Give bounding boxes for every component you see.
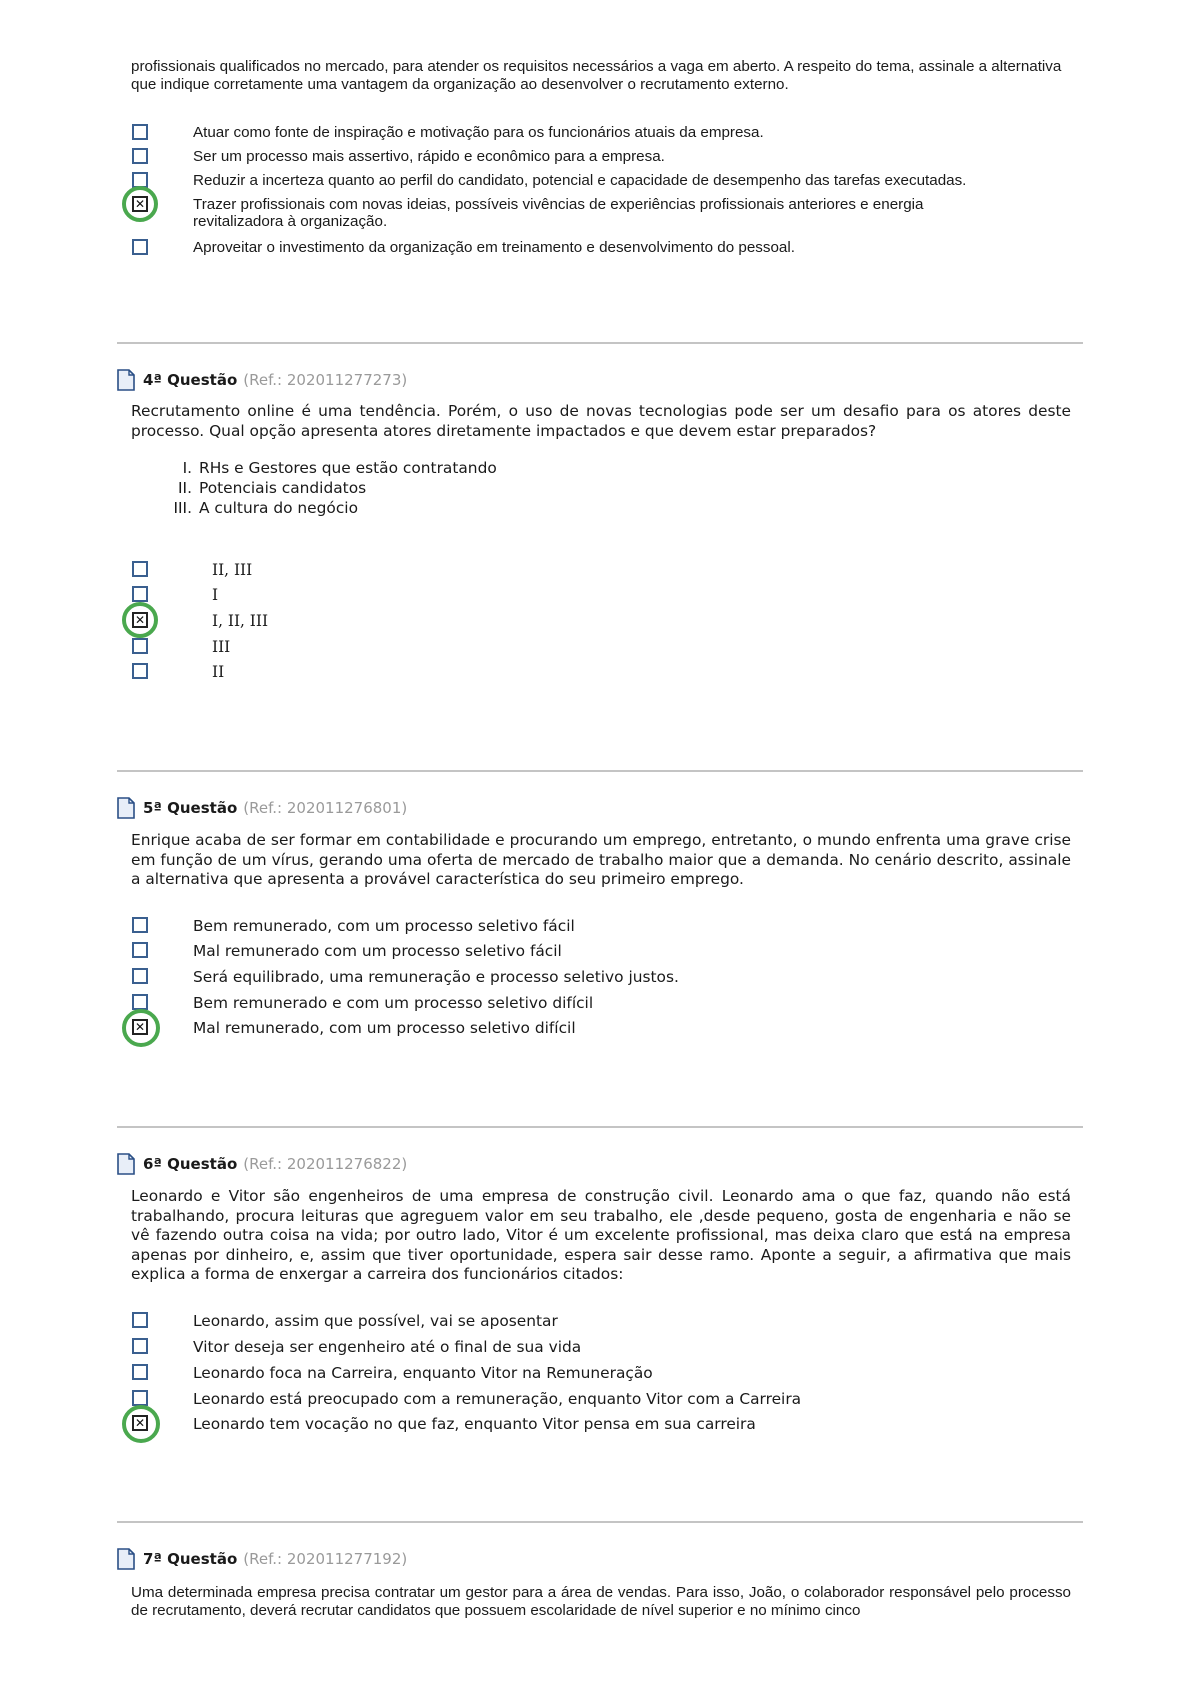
list-item: II. Potenciais candidatos (178, 479, 367, 497)
q4-option-3-label: I, II, III (212, 612, 269, 630)
q3-option-4-checkbox-selected[interactable] (132, 196, 148, 212)
q6-option-3-checkbox[interactable] (132, 1364, 148, 1380)
q6-statement: Leonardo e Vitor são engenheiros de uma empresa de construção civil. Leonardo ama o que faz, quando não está trabalhando, procura leituras que agreguem valor em seu trabalho, ele ,desde pequeno, gosta de engenharia e não se vê fazendo outra coisa na vida; por outro lado, Vitor é um excelente profissional, mas deixa claro que está na empresa apenas por dinheiro, e, assim que tiver oportunidade, espera sair desse ramo. Aponte a seguir, a afirmativa que mais explica a forma de enxergar a carreira dos funcionários citados: (131, 1187, 1071, 1284)
q6-option-1-checkbox[interactable] (132, 1312, 148, 1328)
q3-option-5-checkbox[interactable] (132, 239, 148, 255)
q5-option-4-label: Bem remunerado e com um processo seletivo difícil (193, 994, 594, 1012)
q5-header (117, 797, 407, 819)
q5-option-3-label: Será equilibrado, uma remuneração e processo seletivo justos. (193, 968, 679, 986)
q4-option-1-checkbox[interactable] (132, 561, 148, 577)
q5-statement: Enrique acaba de ser formar em contabilidade e procurando um emprego, entretanto, o mundo enfrenta uma grave crise em função de um vírus, gerando uma oferta de mercado de trabalho maior que a demanda. No cenário descrito, assinale a alternativa que apresenta a provável característica do seu primeiro emprego. (131, 831, 1071, 889)
q7-number: 7ª Questão (143, 1550, 238, 1568)
list-item: I. RHs e Gestores que estão contratando (182, 459, 497, 477)
q6-option-3-label: Leonardo foca na Carreira, enquanto Vitor na Remuneração (193, 1364, 653, 1382)
q5-option-3-checkbox[interactable] (132, 968, 148, 984)
question-separator (117, 1126, 1083, 1128)
question-separator (117, 342, 1083, 344)
q6-header (117, 1153, 407, 1175)
q6-option-2-label: Vitor deseja ser engenheiro até o final de sua vida (193, 1338, 582, 1356)
q6-option-4-label: Leonardo está preocupado com a remuneração, enquanto Vitor com a Carreira (193, 1390, 802, 1408)
q6-reference: (Ref.: 202011276822) (243, 1155, 408, 1173)
q3-option-3-label: Reduzir a incerteza quanto ao perfil do candidato, potencial e capacidade de desempenho das tarefas executadas. (193, 172, 967, 189)
question-separator (117, 1521, 1083, 1523)
q4-option-5-label: II (212, 663, 225, 681)
q6-option-1-label: Leonardo, assim que possível, vai se aposentar (193, 1312, 558, 1330)
q5-option-5-checkbox-selected[interactable] (132, 1019, 148, 1035)
q3-option-4-label: Trazer profissionais com novas ideias, possíveis vivências de experiências profissionais anteriores e energia revitalizadora à organização. (193, 196, 924, 230)
document-icon (117, 1153, 135, 1175)
q6-option-4-checkbox[interactable] (132, 1390, 148, 1406)
q6-number: 6ª Questão (143, 1155, 238, 1173)
q4-option-4-label: III (212, 638, 231, 656)
q6-option-5-checkbox-selected[interactable] (132, 1415, 148, 1431)
q3-option-2-label: Ser um processo mais assertivo, rápido e econômico para a empresa. (193, 148, 665, 165)
q4-option-5-checkbox[interactable] (132, 663, 148, 679)
q4-statement: Recrutamento online é uma tendência. Porém, o uso de novas tecnologias pode ser um desafio para os atores deste processo. Qual opção apresenta atores diretamente impactados e que devem estar preparados? (131, 402, 1071, 440)
q5-option-2-checkbox[interactable] (132, 942, 148, 958)
q3-option-3-checkbox[interactable] (132, 172, 148, 188)
q7-header (117, 1548, 407, 1570)
q6-option-2-checkbox[interactable] (132, 1338, 148, 1354)
q3-statement: profissionais qualificados no mercado, para atender os requisitos necessários a vaga em aberto. A respeito do tema, assinale a alternativa que indique corretamente uma vantagem da organização ao desenvolver o recrutamento externo. (131, 58, 1062, 93)
q7-reference: (Ref.: 202011277192) (243, 1550, 408, 1568)
q5-reference: (Ref.: 202011276801) (243, 799, 408, 817)
q4-item-list (150, 458, 497, 518)
q4-reference: (Ref.: 202011277273) (243, 371, 408, 389)
q4-option-3-checkbox-selected[interactable] (132, 612, 148, 628)
q6-option-5-label: Leonardo tem vocação no que faz, enquanto Vitor pensa em sua carreira (193, 1415, 756, 1433)
q5-option-4-checkbox[interactable] (132, 994, 148, 1010)
document-icon (117, 797, 135, 819)
q4-header (117, 369, 407, 391)
q5-option-2-label: Mal remunerado com um processo seletivo fácil (193, 942, 562, 960)
q4-option-2-label: I (212, 586, 219, 604)
q5-option-1-label: Bem remunerado, com um processo seletivo fácil (193, 917, 575, 935)
q7-statement: Uma determinada empresa precisa contratar um gestor para a área de vendas. Para isso, João, o colaborador responsável pelo processo de recrutamento, deverá recrutar candidatos que possuem escolaridade de nível superior e no mínimo cinco (131, 1584, 1071, 1619)
q3-option-1-label: Atuar como fonte de inspiração e motivação para os funcionários atuais da empresa. (193, 124, 764, 141)
question-separator (117, 770, 1083, 772)
document-icon (117, 1548, 135, 1570)
q5-option-5-label: Mal remunerado, com um processo seletivo difícil (193, 1019, 576, 1037)
q5-option-1-checkbox[interactable] (132, 917, 148, 933)
q4-option-2-checkbox[interactable] (132, 586, 148, 602)
q3-option-2-checkbox[interactable] (132, 148, 148, 164)
q5-number: 5ª Questão (143, 799, 238, 817)
q4-number: 4ª Questão (143, 371, 238, 389)
document-icon (117, 369, 135, 391)
list-item: III. A cultura do negócio (173, 499, 358, 517)
q4-option-4-checkbox[interactable] (132, 638, 148, 654)
q4-option-1-label: II, III (212, 561, 253, 579)
q3-option-1-checkbox[interactable] (132, 124, 148, 140)
q3-option-5-label: Aproveitar o investimento da organização em treinamento e desenvolvimento do pessoal. (193, 239, 795, 256)
